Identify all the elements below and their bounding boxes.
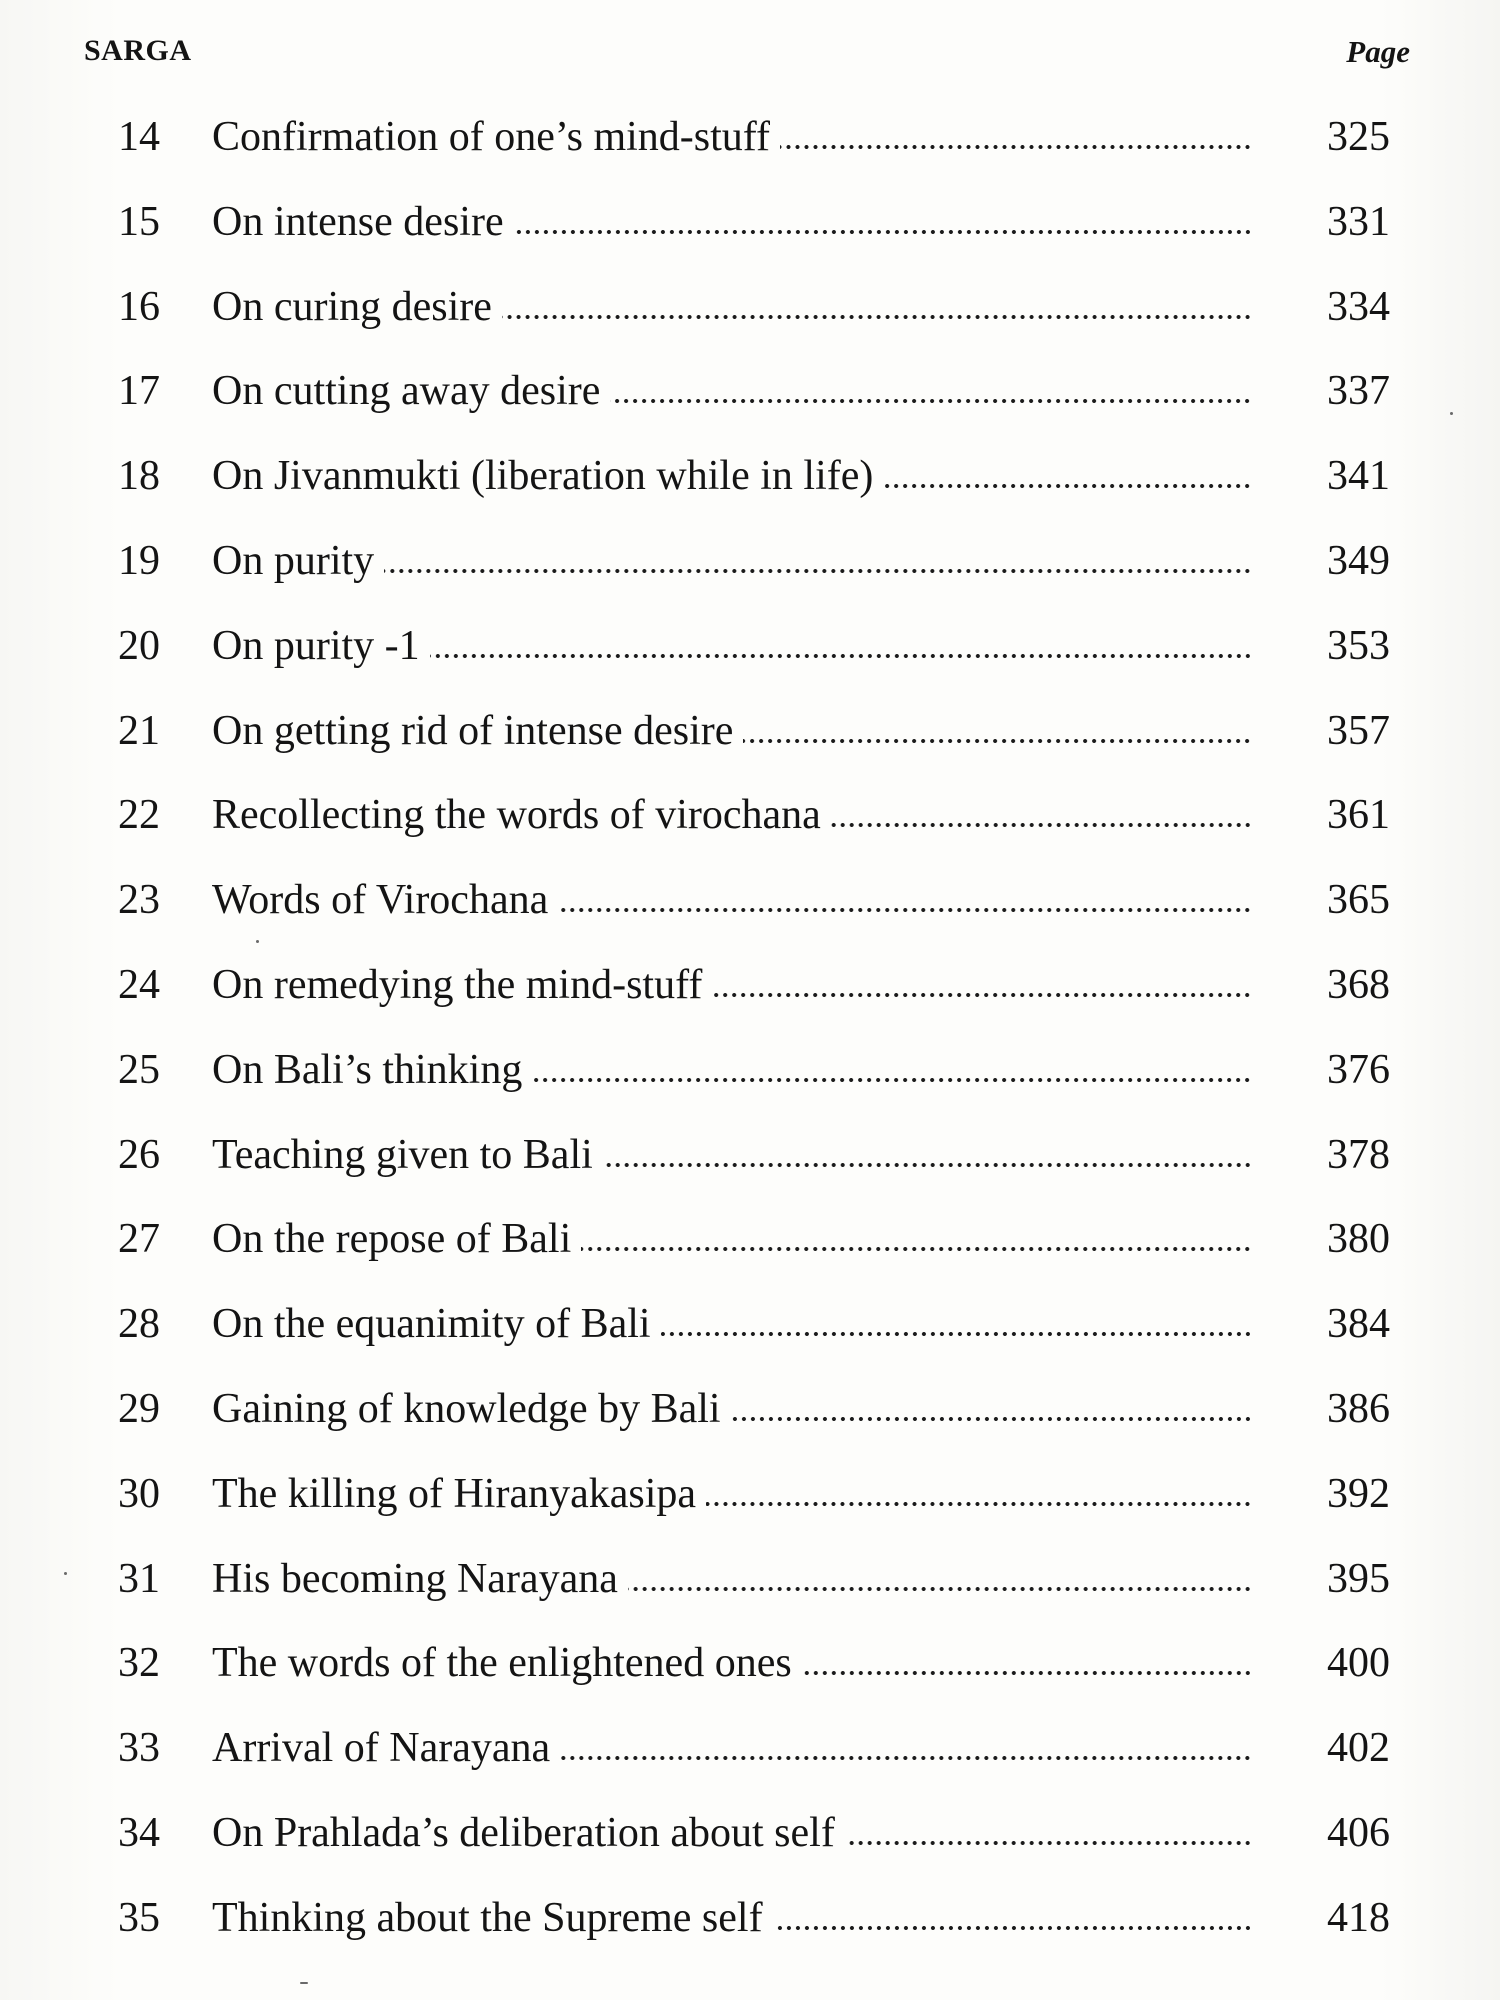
toc-entry <box>0 1373 1500 1458</box>
sarga-number: 31 <box>118 1555 160 1602</box>
toc-entry <box>0 1797 1500 1882</box>
toc-entry <box>0 271 1500 356</box>
dot-leader <box>628 1585 1252 1593</box>
dot-leader <box>802 1669 1252 1677</box>
toc-entry <box>0 779 1500 864</box>
entry-title: Gaining of knowledge by Bali <box>212 1385 721 1432</box>
page-number: 402 <box>1327 1725 1390 1772</box>
sarga-number: 34 <box>118 1809 160 1856</box>
toc-entry <box>0 1543 1500 1628</box>
sarga-number: 17 <box>118 368 160 415</box>
dot-leader <box>502 313 1252 321</box>
sarga-number: 15 <box>118 198 160 245</box>
toc-entry <box>0 186 1500 271</box>
page-number: 349 <box>1327 537 1390 584</box>
page-number: 331 <box>1327 198 1390 245</box>
entry-title: On curing desire <box>212 283 492 330</box>
dot-leader <box>743 737 1252 745</box>
sarga-number: 32 <box>118 1640 160 1687</box>
page-number: 365 <box>1327 877 1390 924</box>
table-of-contents <box>0 101 1500 1967</box>
sarga-number: 35 <box>118 1894 160 1941</box>
entry-title: Teaching given to Bali <box>212 1131 593 1178</box>
entry-title: On purity <box>212 537 375 584</box>
dot-leader <box>780 143 1252 151</box>
entry-title: The words of the enlightened ones <box>212 1640 792 1687</box>
dot-leader <box>706 1500 1252 1508</box>
page-number: 353 <box>1327 622 1390 669</box>
entry-title: Words of Virochana <box>212 877 549 924</box>
entry-title: On Jivanmukti (liberation while in life) <box>212 453 874 500</box>
dot-leader <box>603 1161 1252 1169</box>
toc-entry <box>0 1119 1500 1204</box>
page-number: 341 <box>1327 453 1390 500</box>
dot-leader <box>731 1415 1252 1423</box>
dot-leader <box>560 1754 1252 1762</box>
page-number: 392 <box>1327 1470 1390 1517</box>
page-number: 395 <box>1327 1555 1390 1602</box>
entry-title: Confirmation of one’s mind-stuff <box>212 114 770 160</box>
sarga-number: 20 <box>118 622 160 669</box>
sarga-number: 16 <box>118 283 160 330</box>
dot-leader <box>661 1330 1252 1338</box>
entry-title: Recollecting the words of virochana <box>212 792 821 839</box>
page-number: 418 <box>1327 1894 1390 1941</box>
page-number: 400 <box>1327 1640 1390 1687</box>
page-number: 384 <box>1327 1301 1390 1348</box>
toc-entry <box>0 355 1500 440</box>
entry-title: Thinking about the Supreme self <box>212 1894 763 1941</box>
toc-entry <box>0 864 1500 949</box>
dot-leader <box>831 821 1252 829</box>
page-number: 325 <box>1327 114 1390 160</box>
toc-entry <box>0 610 1500 695</box>
toc-entry <box>0 1712 1500 1797</box>
entry-title: On the equanimity of Bali <box>212 1301 651 1348</box>
entry-title: On cutting away desire <box>212 368 601 415</box>
entry-title: The killing of Hiranyakasipa <box>212 1470 697 1517</box>
page-number: 368 <box>1327 961 1390 1008</box>
page-number: 337 <box>1327 368 1390 415</box>
sarga-number: 28 <box>118 1301 160 1348</box>
sarga-number: 24 <box>118 961 160 1008</box>
page-number: 334 <box>1327 283 1390 330</box>
paper-speck <box>256 940 259 943</box>
dot-leader <box>514 228 1252 236</box>
sarga-number: 19 <box>118 537 160 584</box>
page-number: 380 <box>1327 1216 1390 1263</box>
toc-entry <box>0 1882 1500 1967</box>
entry-title: On Bali’s thinking <box>212 1046 523 1093</box>
dot-leader <box>532 1076 1252 1084</box>
dot-leader <box>845 1839 1252 1847</box>
sarga-column-heading: SARGA <box>84 34 192 67</box>
sarga-number: 21 <box>118 707 160 754</box>
dot-leader <box>430 652 1252 660</box>
entry-title: On Prahlada’s deliberation about self <box>212 1809 835 1856</box>
toc-entry <box>0 525 1500 610</box>
toc-entry <box>0 1288 1500 1373</box>
entry-title: On intense desire <box>212 198 504 245</box>
sarga-number: 22 <box>118 792 160 839</box>
page-number: 378 <box>1327 1131 1390 1178</box>
page-number: 406 <box>1327 1809 1390 1856</box>
sarga-number: 25 <box>118 1046 160 1093</box>
paper-speck <box>1450 412 1453 415</box>
sarga-number: 29 <box>118 1385 160 1432</box>
sarga-number: 26 <box>118 1131 160 1178</box>
dot-leader <box>384 567 1252 575</box>
entry-title: On getting rid of intense desire <box>212 707 734 754</box>
paper-speck <box>64 1572 67 1575</box>
dot-leader <box>773 1924 1252 1932</box>
paper-speck <box>300 1982 308 1984</box>
entry-title: On purity -1 <box>212 622 420 669</box>
sarga-number: 27 <box>118 1216 160 1263</box>
toc-entry <box>0 440 1500 525</box>
page-number: 376 <box>1327 1046 1390 1093</box>
toc-entry <box>0 1458 1500 1543</box>
toc-entry <box>0 1627 1500 1712</box>
sarga-number: 30 <box>118 1470 160 1517</box>
dot-leader <box>610 397 1252 405</box>
dot-leader <box>712 991 1252 999</box>
entry-title: On remedying the mind-stuff <box>212 961 703 1008</box>
entry-title: On the repose of Bali <box>212 1216 572 1263</box>
page-number: 357 <box>1327 707 1390 754</box>
sarga-number: 18 <box>118 453 160 500</box>
sarga-number: 33 <box>118 1725 160 1772</box>
dot-leader <box>581 1245 1252 1253</box>
toc-entry <box>0 695 1500 780</box>
toc-entry <box>0 101 1500 186</box>
dot-leader <box>883 482 1252 490</box>
toc-header <box>84 34 1410 80</box>
toc-entry <box>0 1203 1500 1288</box>
sarga-number: 14 <box>118 114 160 160</box>
dot-leader <box>558 906 1252 914</box>
entry-title: His becoming Narayana <box>212 1555 618 1602</box>
toc-entry <box>0 1034 1500 1119</box>
page-column-heading: Page <box>1346 34 1410 69</box>
page-number: 361 <box>1327 792 1390 839</box>
sarga-number: 23 <box>118 877 160 924</box>
entry-title: Arrival of Narayana <box>212 1725 551 1772</box>
page-number: 386 <box>1327 1385 1390 1432</box>
toc-entry <box>0 949 1500 1034</box>
